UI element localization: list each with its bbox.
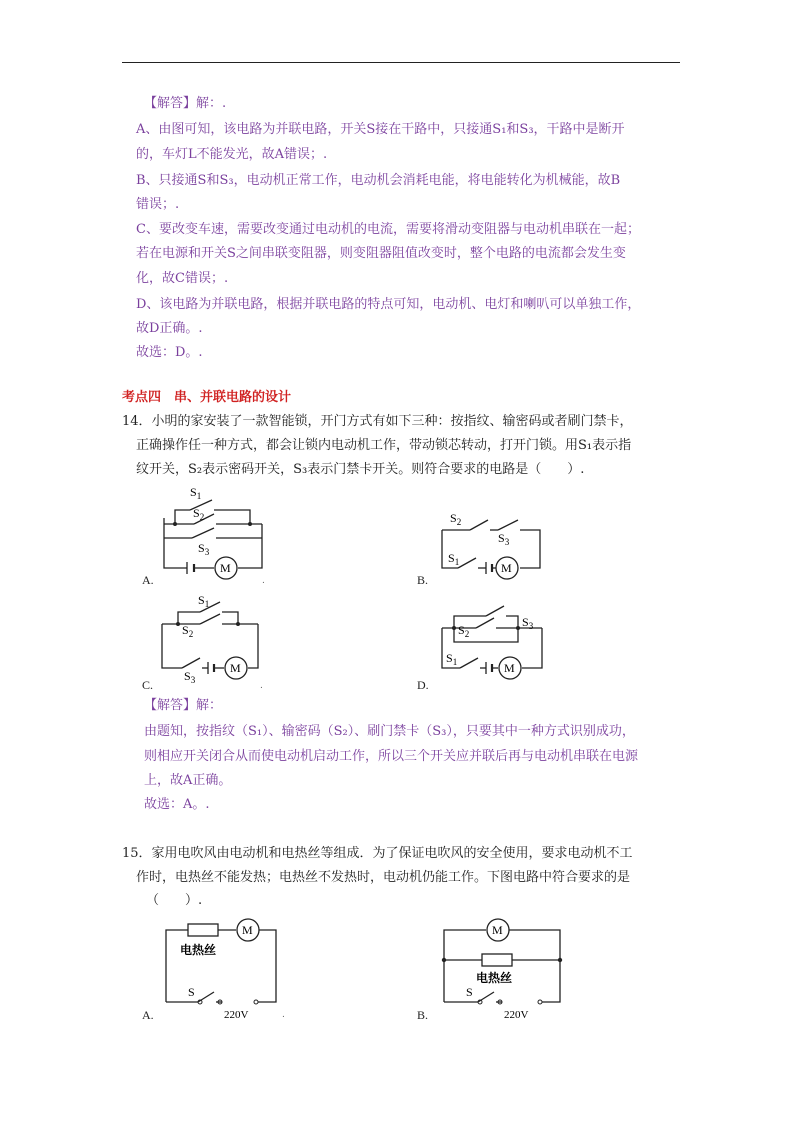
section-title: 考点四 串、并联电路的设计 [122, 390, 292, 405]
dot-mark: . [262, 576, 265, 586]
dot-mark: . [260, 681, 263, 691]
motor-label: M [504, 661, 515, 675]
q15-circuit-a [160, 912, 282, 1020]
q14-line: 纹开关，S₂表示密码开关，S₃表示门禁卡开关。则符合要求的电路是（ ）. [136, 462, 585, 477]
answer-14-line: 由题知，按指纹（S₁）、输密码（S₂）、刷门禁卡（S₃），只要其中一种方式识别成功， [144, 724, 635, 739]
answer-13-line: 的，车灯L不能发光，故A错误；. [136, 147, 328, 162]
label-s1: $S_1$ [448, 551, 460, 567]
q14-line: 14．小明的家安装了一款智能锁，开门方式有如下三种：按指纹、输密码或者刷门禁卡， [122, 414, 633, 429]
label-s1: $S_1$ [190, 485, 202, 501]
answer-14-header: 【解答】解： [144, 698, 223, 713]
answer-13-line: 错误；. [136, 197, 180, 212]
q15-line: 作时，电热丝不能发热；电热丝不发热时，电动机仍能工作。下图电路中符合要求的是 [136, 870, 631, 885]
q15-line: 15．家用电吹风由电动机和电热丝等组成．为了保证电吹风的安全使用，要求电动机不工 [122, 846, 633, 861]
label-s2: $S_2$ [182, 623, 194, 639]
heater-label: 电热丝 [180, 943, 217, 957]
label-s2: $S_2$ [450, 511, 462, 527]
label-s3: $S_3$ [522, 615, 534, 631]
label-s1: $S_1$ [446, 651, 458, 667]
label-s1: $S_1$ [198, 593, 210, 609]
switch-label: S [188, 985, 195, 999]
motor-label: M [501, 561, 512, 575]
label-s2: $S_2$ [193, 506, 205, 522]
q14-option-d: D. [417, 678, 429, 692]
dot-mark: . [282, 1010, 285, 1020]
heater-label: 电热丝 [476, 971, 513, 985]
motor-label: M [230, 661, 241, 675]
q14-circuit-a [150, 486, 270, 582]
q14-circuit-b [436, 508, 546, 578]
header-rule [122, 62, 680, 63]
answer-14-line: 则相应开关闭合从而使电动机启动工作，所以三个开关应并联后再与电动机串联在电源 [144, 749, 639, 764]
answer-13-line: 化，故C错误；. [136, 271, 229, 286]
q14-option-b: B. [417, 573, 429, 587]
q15-line: （ ）. [146, 893, 203, 908]
label-s3: $S_3$ [498, 531, 510, 547]
answer-13-line: 故选：D。. [136, 345, 203, 360]
answer-13-line: D、该电路为并联电路，根据并联电路的特点可知，电动机、电灯和喇叭可以单独工作， [136, 297, 641, 312]
answer-14-line: 故选：A。. [144, 797, 210, 812]
motor-label: M [492, 923, 503, 937]
q15-circuit-b [438, 912, 566, 1020]
answer-13-header: 【解答】解：. [144, 96, 227, 111]
voltage-label: 220V [224, 1009, 249, 1021]
motor-label: M [220, 561, 231, 575]
label-s3: $S_3$ [198, 541, 210, 557]
q15-option-a: A. [142, 1008, 154, 1022]
q15-option-b: B. [417, 1008, 429, 1022]
q14-circuit-d [438, 600, 548, 680]
q14-option-c: C. [142, 678, 154, 692]
label-s2: $S_2$ [458, 623, 470, 639]
voltage-label: 220V [504, 1009, 529, 1021]
answer-13-line: 故D正确。. [136, 321, 203, 336]
label-s3: $S_3$ [184, 669, 196, 685]
q14-circuit-c [158, 593, 266, 685]
switch-label: S [466, 985, 473, 999]
answer-14-line: 上，故A正确。 [144, 773, 232, 788]
q14-line: 正确操作任一种方式，都会让锁内电动机工作，带动锁芯转动，打开门锁。用S₁表示指 [136, 438, 632, 453]
answer-13-line: A、由图可知，该电路为并联电路，开关S接在干路中，只接通S₁和S₃，干路中是断开 [136, 122, 625, 137]
answer-13-line: 若在电源和开关S之间串联变阻器，则变阻器阻值改变时，整个电路的电流都会发生变 [136, 246, 626, 261]
answer-13-line: C、要改变车速，需要改变通过电动机的电流，需要将滑动变阻器与电动机串联在一起； [136, 222, 640, 237]
answer-13-line: B、只接通S和S₃，电动机正常工作，电动机会消耗电能，将电能转化为机械能，故B [136, 173, 621, 188]
motor-label: M [242, 923, 253, 937]
q14-option-a: A. [142, 573, 154, 587]
